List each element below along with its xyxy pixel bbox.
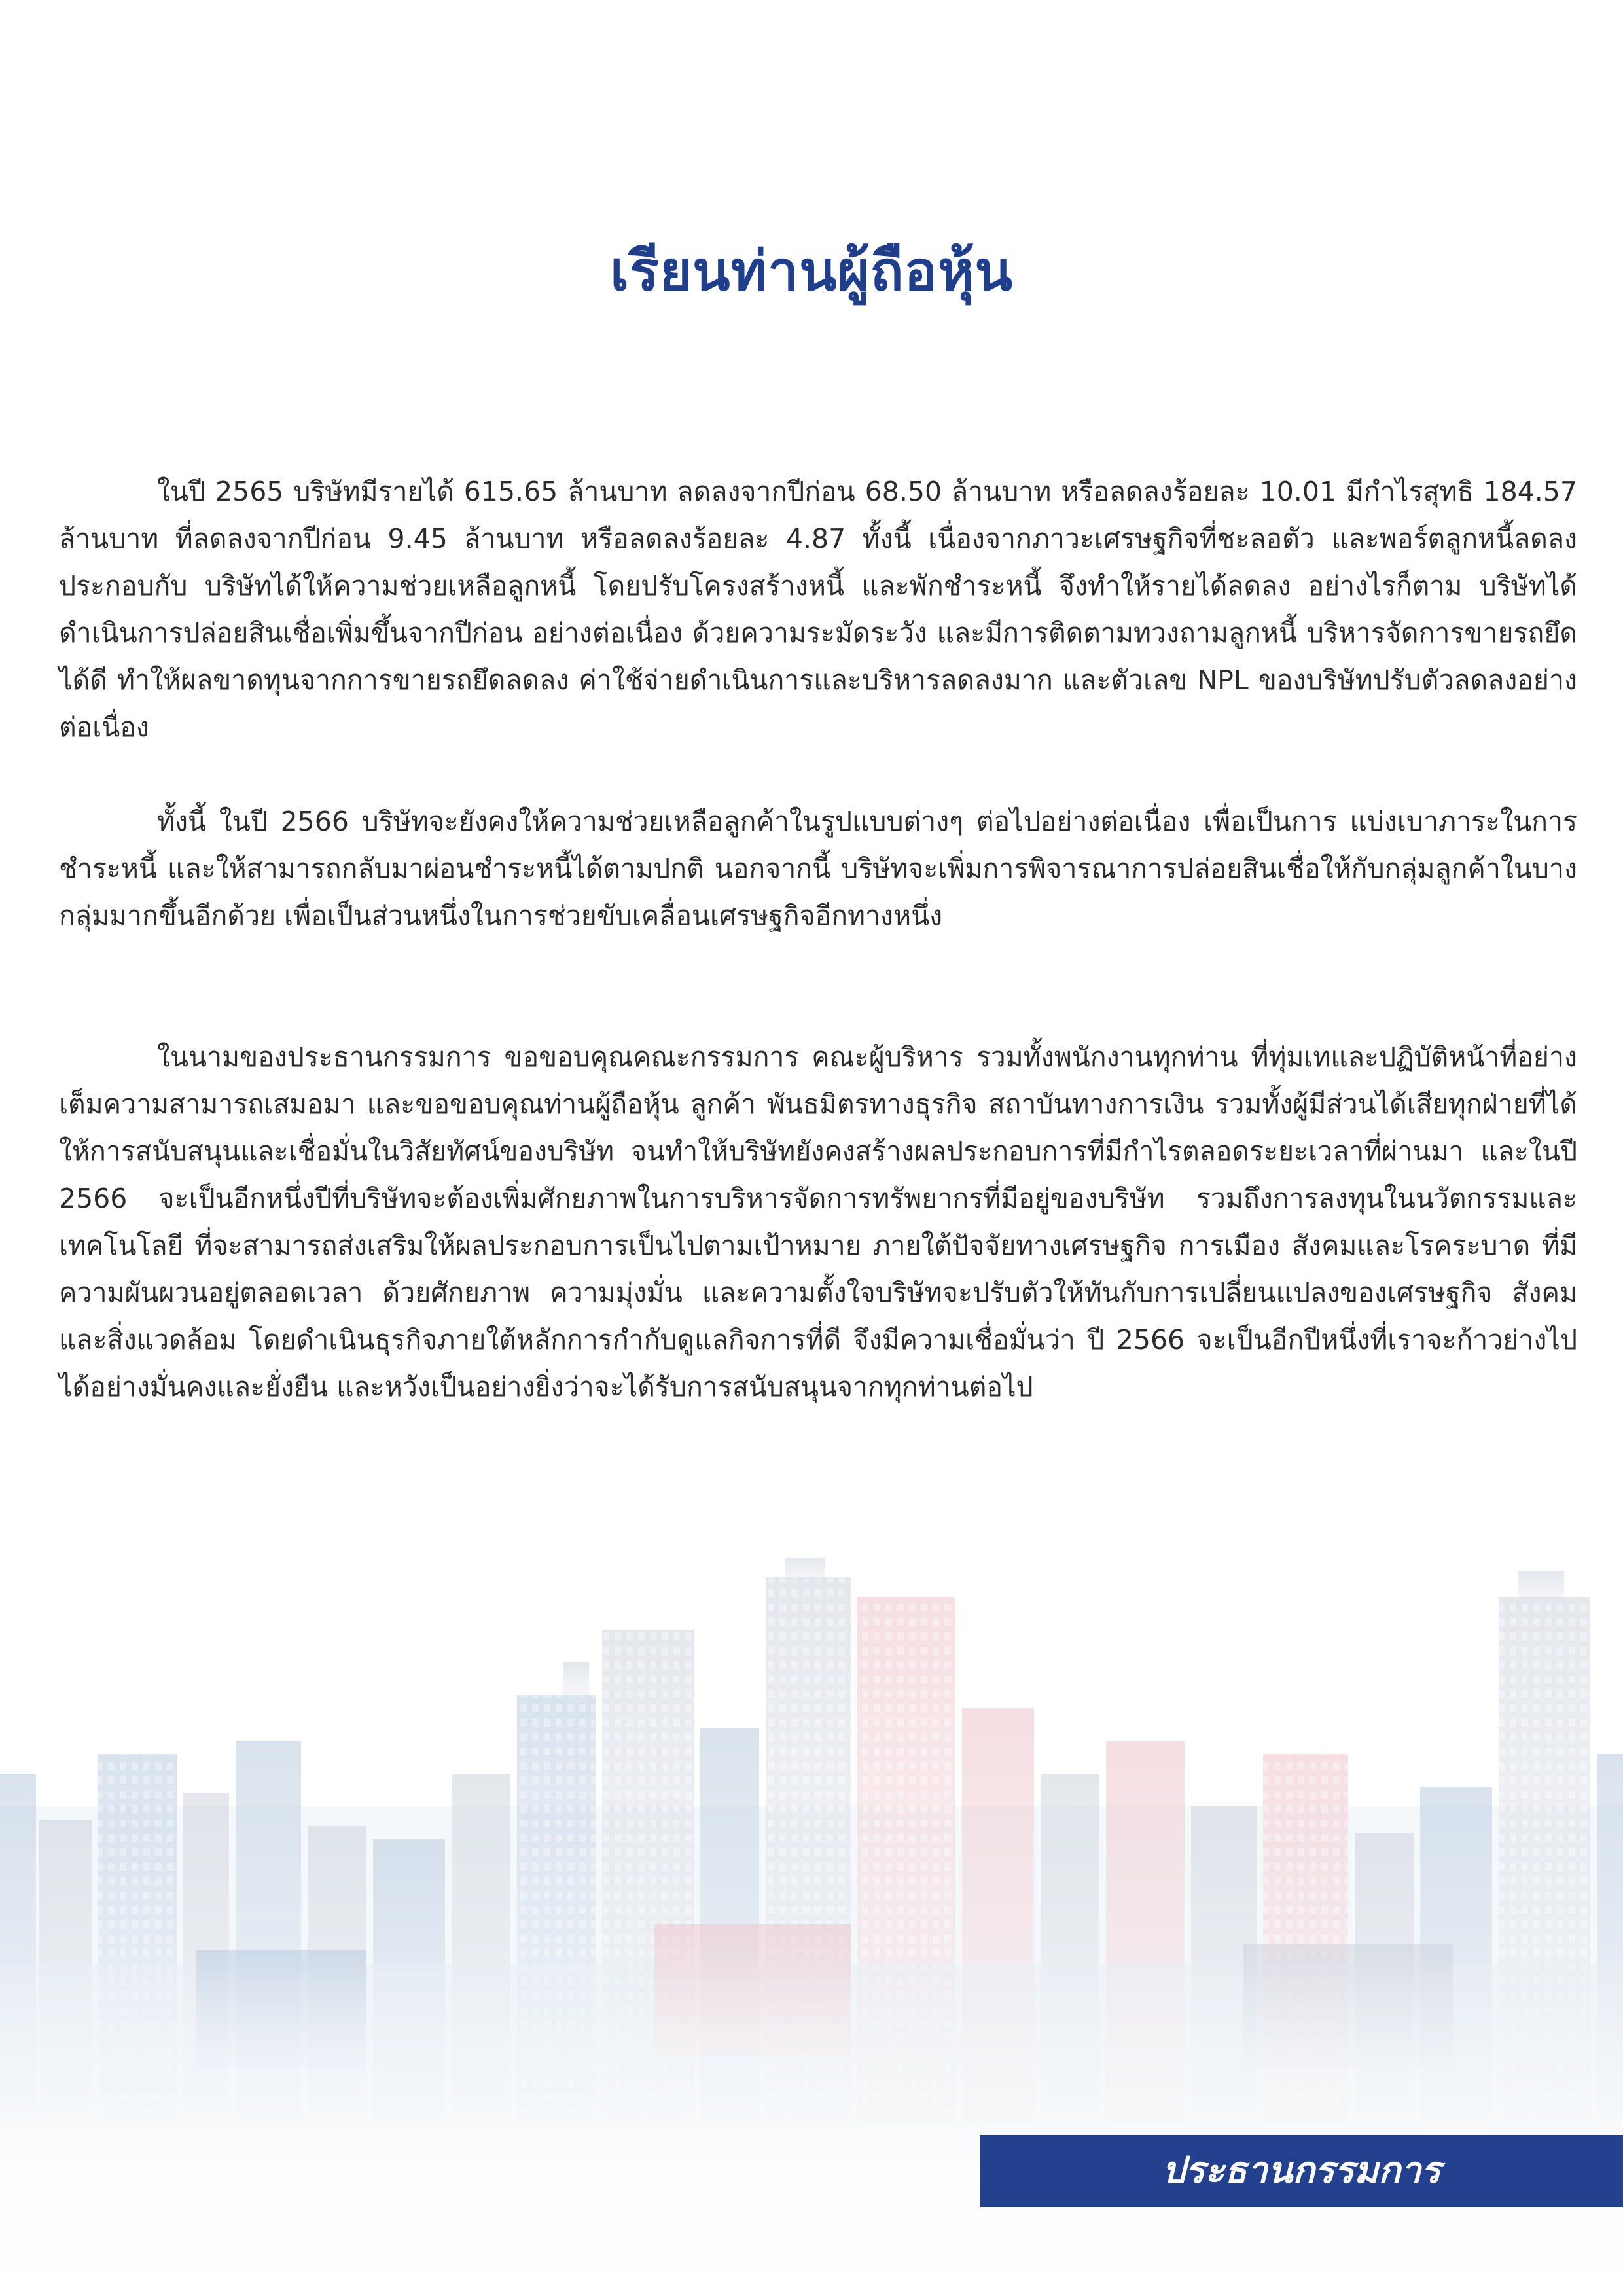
letter-paragraph: ในปี 2565 บริษัทมีรายได้ 615.65 ล้านบาท ลดลงจากปีก่อน 68.50 ล้านบาท หรือลดลงร้อยละ 10.01 มีกำไรสุทธิ 184.57 ล้านบาท ที่ลดลงจากปีก่อน 9.45 ล้านบาท หรือลดลงร้อยละ 4.87 ทั้งนี้ เนื่องจากภาวะเศรษฐกิจที่ชะลอตัว และพอร์ตลูกหนี้ลดลง ประกอบกับ บริษัทได้ให้ความช่วยเหลือลูกหนี้ โดยปรับโครงสร้างหนี้ และพักชำระหนี้ จึงทำให้รายได้ลดลง อย่างไรก็ตาม บริษัทได้ดำเนินการปล่อยสินเชื่อเพิ่มขึ้นจากปีก่อน อย่างต่อเนื่อง ด้วยความระมัดระวัง และมีการติดตามทวงถามลูกหนี้ บริหารจัดการขายรถยึดได้ดี ทำให้ผลขาดทุนจากการขายรถยึดลดลง ค่าใช้จ่ายดำเนินการและบริหารลดลงมาก และตัวเลข NPL ของบริษัทปรับตัวลดลงอย่างต่อเนื่อง — [59, 476, 1577, 743]
letter-paragraph: ทั้งนี้ ในปี 2566 บริษัทจะยังคงให้ความช่วยเหลือลูกค้าในรูปแบบต่างๆ ต่อไปอย่างต่อเนื่อง เพื่อเป็นการ แบ่งเบาภาระในการชำระหนี้ และให้สามารถกลับมาผ่อนชำระหนี้ได้ตามปกติ นอกจากนี้ บริษัทจะเพิ่มการพิจารณาการปล่อยสินเชื่อให้กับกลุ่มลูกค้าในบางกลุ่มมากขึ้นอีกด้วย เพื่อเป็นส่วนหนึ่งในการช่วยขับเคลื่อนเศรษฐกิจอีกทางหนึ่ง — [59, 806, 1577, 931]
signature-title: ประธานกรรมการ — [1162, 2149, 1441, 2192]
page-title: เรียนท่านผู้ถือหุ้น — [610, 239, 1013, 304]
letter-body — [59, 468, 1577, 1410]
signature-bar — [980, 2135, 1623, 2207]
letter-paragraph: ในนามของประธานกรรมการ ขอขอบคุณคณะกรรมการ คณะผู้บริหาร รวมทั้งพนักงานทุกท่าน ที่ทุ่มเทและปฏิบัติหน้าที่อย่างเต็มความสามารถเสมอมา และขอขอบคุณท่านผู้ถือหุ้น ลูกค้า พันธมิตรทางธุรกิจ สถาบันทางการเงิน รวมทั้งผู้มีส่วนได้เสียทุกฝ่ายที่ได้ให้การสนับสนุนและเชื่อมั่นในวิสัยทัศน์ของบริษัท จนทำให้บริษัทยังคงสร้างผลประกอบการที่มีกำไรตลอดระยะเวลาที่ผ่านมา และในปี 2566 จะเป็นอีกหนึ่งปีที่บริษัทจะต้องเพิ่มศักยภาพในการบริหารจัดการทรัพยากรที่มีอยู่ของบริษัท รวมถึงการลงทุนในนวัตกรรมและเทคโนโลยี ที่จะสามารถส่งเสริมให้ผลประกอบการเป็นไปตามเป้าหมาย ภายใต้ปัจจัยทางเศรษฐกิจ การเมือง สังคมและโรคระบาด ที่มีความผันผวนอยู่ตลอดเวลา ด้วยศักยภาพ ความมุ่งมั่น และความตั้งใจบริษัทจะปรับตัวให้ทันกับการเปลี่ยนแปลงของเศรษฐกิจ สังคม และสิ่งแวดล้อม โดยดำเนินธุรกิจภายใต้หลักการกำกับดูแลกิจการที่ดี จึงมีความเชื่อมั่นว่า ปี 2566 จะเป็นอีกปีหนึ่งที่เราจะก้าวย่างไปได้อย่างมั่นคงและยั่งยืน และหวังเป็นอย่างยิ่งว่าจะได้รับการสนับสนุนจากทุกท่านต่อไป — [59, 1041, 1577, 1403]
